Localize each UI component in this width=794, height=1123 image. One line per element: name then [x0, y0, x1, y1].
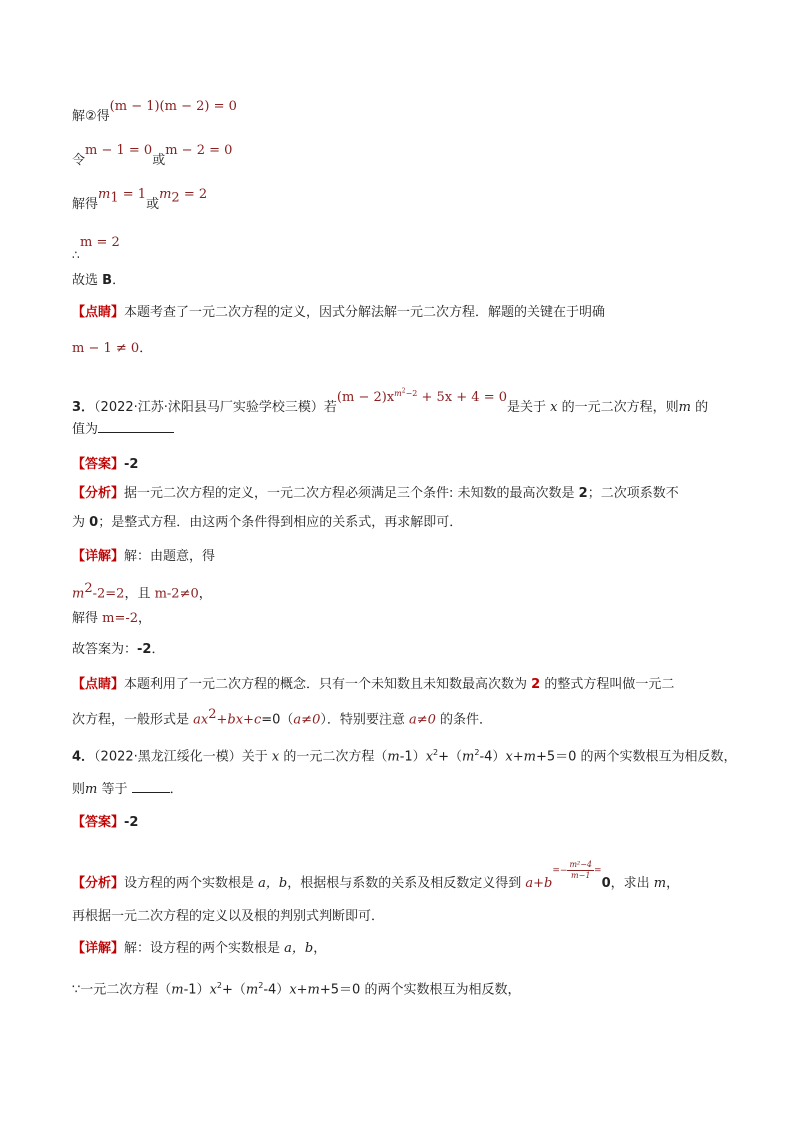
analysis-two: 2	[578, 486, 588, 501]
or-text: 或	[152, 153, 166, 168]
zero: 0	[601, 876, 611, 891]
root-1-value: = 1	[118, 187, 147, 202]
comment-3-line2	[72, 706, 492, 729]
eq-part-a: (m − 2)x	[336, 389, 395, 405]
choice-letter: B	[102, 273, 113, 288]
comment-tag: 【点睛】	[72, 677, 125, 692]
comment-text-b: 的整式方程叫做一元二	[540, 677, 675, 692]
comma: ，	[198, 586, 212, 602]
frac-num: m²−4	[569, 860, 593, 869]
answer-4-line	[72, 814, 138, 832]
choice-text: 故选	[72, 273, 103, 288]
comment-text-e: 的条件．	[435, 712, 493, 728]
q4-plus: +（	[438, 749, 463, 765]
var-m: m	[85, 782, 98, 797]
factored-equation: (m − 1)(m − 2) = 0	[109, 99, 237, 114]
ruo-text: 若	[323, 399, 337, 415]
analysis-4-line2	[72, 908, 384, 926]
comma: ，	[313, 941, 327, 956]
eq-end: =	[594, 866, 602, 876]
solve-label: 解②得	[72, 109, 110, 124]
root-1-var: m	[98, 187, 111, 202]
choice-end: ．	[112, 273, 126, 288]
analysis-3-line2	[72, 514, 462, 532]
d4-rest: +5＝0 的两个实数根互为相反数，	[319, 982, 521, 998]
q4-rest: +5＝0 的两个实数根互为相反数，	[535, 749, 737, 765]
therefore-symbol: ∴	[72, 248, 80, 262]
equation-m-minus-2: m − 2 = 0	[165, 143, 233, 158]
fraction	[567, 860, 594, 881]
eq-exp-m: m	[394, 388, 402, 398]
comment-1-line	[72, 304, 605, 322]
question-number: 4．	[72, 749, 95, 765]
answer-value: -2	[124, 815, 139, 830]
analysis-text4: ，	[666, 876, 680, 891]
root-2-var: m	[159, 187, 172, 202]
d4-x2sup: 2	[216, 981, 223, 990]
analysis-zero: 0	[89, 515, 99, 530]
form-eq: =0（	[261, 712, 294, 728]
analysis-text1: 设方程的两个实数根是	[124, 876, 259, 891]
or-text: 或	[146, 197, 160, 212]
eq-exp-sq: 2	[401, 387, 406, 394]
answer-value: -2	[137, 642, 152, 657]
m-equals-2: m = 2	[80, 235, 120, 250]
root-2-value: = 2	[179, 187, 208, 202]
question-source: （2022·黑龙江绥化一模）	[94, 749, 242, 765]
detail-3-answer	[72, 641, 164, 659]
d4-xm: x+m	[289, 982, 320, 998]
roots-ab: a，b	[258, 876, 288, 891]
q3-text3: 的	[690, 399, 709, 415]
form-cond: a≠0	[293, 712, 321, 728]
q4-then: 则	[72, 782, 86, 797]
detail-3-solution	[72, 610, 151, 628]
d4-m2b: -4）	[263, 982, 290, 998]
q4-m2: m	[462, 749, 475, 765]
solution-value: m=-2	[102, 611, 139, 626]
q4-m1b: -1）	[399, 749, 426, 765]
frac-den: m−1	[571, 871, 591, 880]
d4-m2: m	[245, 982, 259, 998]
detail-3-intro	[72, 548, 215, 566]
d4-plus: +（	[222, 982, 246, 998]
comment-end: ．	[139, 341, 153, 356]
q4-xm: x+m	[505, 749, 536, 765]
analysis-line2: 再根据一元二次方程的定义以及根的判别式判断即可．	[72, 909, 385, 924]
m-minus-1-neq-0: m − 1 ≠ 0	[72, 341, 140, 356]
let-label: 令	[72, 153, 86, 168]
var-m: m	[653, 876, 667, 891]
solve-label: 解得	[72, 197, 99, 212]
var-x: x	[550, 399, 558, 415]
form-ax: ax	[193, 712, 209, 728]
detail-4-intro	[72, 940, 326, 958]
a-plus-b: a+b	[525, 876, 553, 891]
cond-sup: 2	[84, 581, 93, 596]
answer-3-line	[72, 456, 138, 474]
d4-m1: m	[171, 982, 184, 998]
eq-part-b: + 5x + 4 = 0	[417, 389, 507, 405]
because-text: ∵一元二次方程（	[72, 982, 172, 998]
detail-tag: 【详解】	[72, 941, 125, 956]
comment-two: 2	[531, 677, 541, 692]
var-m: m	[678, 399, 691, 415]
analysis-text-c: 为	[72, 515, 90, 530]
root-2-sub: 2	[171, 190, 180, 206]
analysis-text-b: ；二次项系数不	[587, 486, 679, 501]
question-3-line2	[72, 421, 174, 439]
answer-text: 故答案为：	[72, 642, 138, 657]
analysis-text3: ，求出	[610, 876, 654, 891]
detail-intro: 解：设方程的两个实数根是	[124, 941, 285, 956]
roots-ab: a，b	[284, 941, 314, 956]
comment-text-a: 本题利用了一元二次方程的概念．只有一个未知数且未知数最高次数为	[124, 677, 532, 692]
solve-text: 解得	[72, 611, 103, 626]
detail-intro: 解：由题意，得	[124, 549, 216, 564]
detail-4-because	[72, 977, 520, 999]
q4-m2sup: 2	[474, 748, 480, 757]
var-x: x	[271, 749, 280, 765]
q3-text1: 是关于	[507, 399, 551, 415]
question-3-equation	[336, 387, 507, 405]
fraction-expression	[552, 860, 602, 880]
cond-a-neq-0: a≠0	[409, 712, 436, 728]
answer-tag: 【答案】	[72, 815, 125, 830]
question-3-line1	[72, 387, 709, 417]
solution-end: ，	[138, 611, 152, 626]
answer-end: ．	[151, 642, 165, 657]
q4-text2: 的一元二次方程（	[279, 749, 388, 765]
comment-3-line1	[72, 676, 674, 694]
comment-text-c: 次方程，一般形式是	[72, 712, 194, 728]
cond-rest: -2=2	[92, 586, 125, 602]
analysis-tag: 【分析】	[72, 876, 125, 891]
q4-x2: x	[425, 749, 434, 765]
d4-m1b: -1）	[183, 982, 210, 998]
comment-tag: 【点睛】	[72, 305, 125, 320]
form-rest: +bx+c	[216, 712, 262, 728]
solution-roots-line	[72, 187, 208, 218]
analysis-text-d: ；是整式方程．由这两个条件得到相应的关系式，再求解即可．	[98, 515, 463, 530]
detail-tag: 【详解】	[72, 549, 125, 564]
answer-tag: 【答案】	[72, 457, 125, 472]
q3-text2: 的一元二次方程，则	[557, 399, 679, 415]
comment-text: 本题考查了一元二次方程的定义，因式分解法解一元二次方程．解题的关键在于明确	[124, 305, 606, 320]
question-4-line2: 则m 等于 ．	[72, 782, 183, 797]
q4-m2b: -4）	[479, 749, 506, 765]
eq-exp-minus2: −2	[405, 388, 418, 398]
question-4-line1	[72, 744, 737, 766]
detail-3-conditions	[72, 580, 212, 603]
equation-m-minus-1: m − 1 = 0	[85, 143, 153, 158]
root-1-sub: 1	[110, 190, 119, 206]
form-close: ）	[320, 712, 327, 728]
analysis-text-a: 据一元二次方程的定义，一元二次方程必须满足三个条件: 未知数的最高次数是	[124, 486, 579, 501]
analysis-tag: 【分析】	[72, 486, 125, 501]
answer-blank[interactable]	[98, 432, 174, 433]
d4-x2: x	[209, 982, 217, 998]
q4-m1: m	[387, 749, 400, 765]
comment-1-equation-line	[72, 340, 152, 358]
q3-value-label: 值为	[72, 422, 99, 437]
let-line	[72, 143, 233, 170]
and-text: ，且	[124, 586, 155, 602]
answer-value: -2	[124, 457, 139, 472]
q4-x2sup: 2	[433, 748, 439, 757]
comment-text-d: ．特别要注意	[326, 712, 409, 728]
choice-line	[72, 272, 125, 290]
cond-2: m-2≠0	[154, 586, 199, 602]
answer-blank[interactable]	[132, 792, 170, 793]
d4-m2sup: 2	[258, 981, 264, 990]
cond-m: m	[72, 586, 85, 602]
analysis-text2: ，根据根与系数的关系及相反数定义得到	[287, 876, 526, 891]
solve-step-2-line	[72, 99, 237, 126]
question-number: 3．	[72, 399, 95, 415]
analysis-4-line1	[72, 860, 680, 895]
q4-text1: 关于	[241, 749, 272, 765]
analysis-3-line1	[72, 485, 679, 503]
form-sup: 2	[208, 707, 217, 722]
q4-equals: 等于	[97, 782, 132, 797]
question-source: （2022·江苏·沭阳县马厂实验学校三模）	[94, 399, 324, 415]
eq-sign: =−	[552, 866, 568, 876]
